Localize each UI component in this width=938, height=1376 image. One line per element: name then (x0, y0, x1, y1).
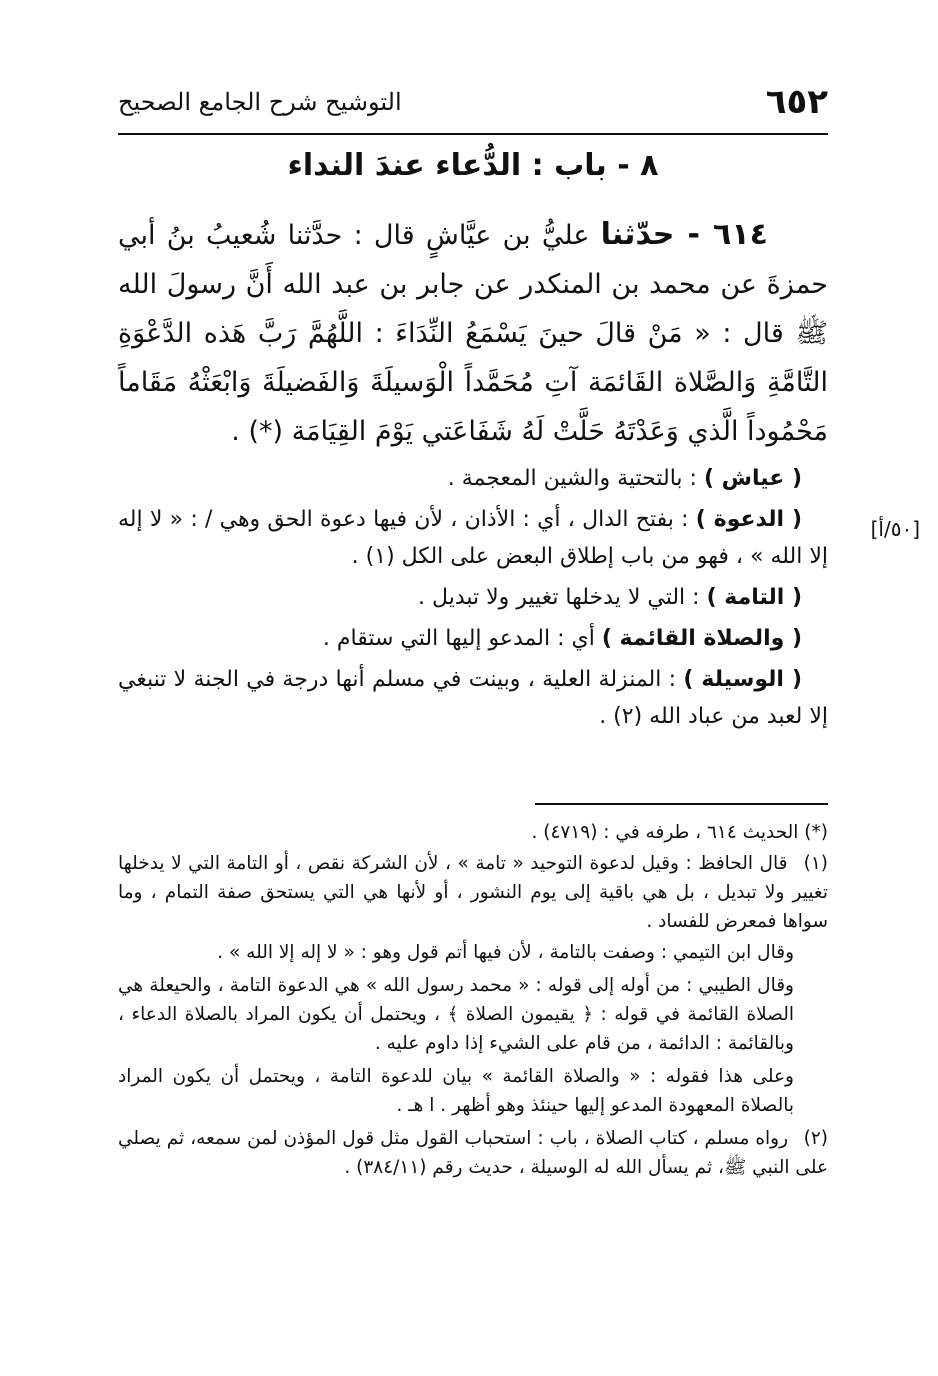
footnote-2 (118, 1124, 828, 1182)
commentary-item (118, 575, 828, 616)
header-rule (118, 133, 828, 135)
hadith-paragraph (118, 210, 828, 456)
footnotes (118, 818, 828, 1184)
running-title: التوشيح شرح الجامع الصحيح (118, 88, 402, 116)
commentary-text: : بفتح الدال ، أي : الأذان ، لأن فيها دعوة الحق وهي / : « لا إله إلا الله » ، فهو من باب إطلاق البعض على الكل (١) . (118, 507, 828, 569)
footnote-separator (535, 803, 828, 805)
footnote-label: (١) (803, 853, 828, 874)
manuscript-folio-ref: [٥٠/أ] (870, 517, 920, 541)
footnote-text: رواه مسلم ، كتاب الصلاة ، باب : استحباب القول مثل قول المؤذن لمن سمعه، ثم يصلي على النبي ﷺ، ثم يسأل الله له الوسيلة ، حديث رقم (٣٨٤/١١) . (118, 1128, 828, 1178)
commentary-text: : بالتحتية والشين المعجمة . (447, 466, 704, 491)
commentary-text: : المنزلة العلية ، وبينت في مسلم أنها درجة في الجنة لا تنبغي إلا لعبد من عباد الله (٢) . (118, 667, 828, 729)
footnote-1-paragraph: وعلى هذا فقوله : « والصلاة القائمة » بيان للدعوة التامة ، ويحتمل أن يكون المراد بالصلاة المعهودة المدعو إليها حينئذ وهو أظهر . ا هـ . (118, 1066, 794, 1116)
commentary-text: أي : المدعو إليها التي ستقام . (322, 626, 602, 651)
commentary-text: : التي لا يدخلها تغيير ولا تبديل . (418, 585, 707, 610)
commentary-term: ( الدعوة ) (695, 507, 802, 532)
hadith-number: ٦١٤ - حدّثنا (600, 217, 768, 252)
chapter-title: ٨ - باب : الدُّعاء عندَ النداء (287, 148, 659, 183)
commentary-term: ( عياش ) (703, 466, 802, 491)
commentary-term: ( التامة ) (706, 585, 802, 610)
footnote-text: قال الحافظ : وقيل لدعوة التوحيد « تامة » ، لأن الشركة نقص ، أو التامة التي لا يدخلها تغيير ولا تبديل ، بل هي باقية إلى يوم النشور ، أو لأنها هي التي يستحق صفة التمام ، وما سواها فمعرض للفساد . (118, 853, 828, 932)
commentary-item (118, 616, 828, 657)
footnote-1 (118, 849, 828, 936)
footnote-label: (٢) (803, 1128, 828, 1149)
commentary-term: ( الوسيلة ) (683, 667, 802, 692)
main-text (118, 210, 828, 735)
commentary-item (118, 657, 828, 735)
page-number: ٦٥٢ (765, 82, 828, 122)
commentary-item (118, 456, 828, 497)
footnote-1-paragraph: وقال الطيبي : من أوله إلى قوله : « محمد رسول الله » هي الدعوة التامة ، والحيعلة هي الصلاة القائمة في قوله : ﴿ يقيمون الصلاة ﴾ ، ويحتمل أن يكون المراد بالصلاة الدعاء ، وبالقائمة : الدائمة ، من قام على الشيء إذا داوم عليه . (118, 975, 794, 1054)
footnote-1-paragraph: وقال ابن التيمي : وصفت بالتامة ، لأن فيها أتم قول وهو : « لا إله إلا الله » . (217, 942, 794, 963)
commentary-item (118, 497, 828, 575)
hadith-text: عليُّ بن عيَّاشٍ قال : حدَّثنا شُعيبُ بنُ أبي حمزةَ عن محمد بن المنكدر عن جابر بن عبد الله أَنَّ رسولَ الله ﷺ قال : « مَنْ قالَ حينَ يَسْمَعُ النِّدَاءَ : اللَّهُمَّ رَبَّ هَذه الدَّعْوَةِ التَّامَّةِ وَالصَّلاة القَائمَة آتِ مُحَمَّداً الْوَسيلَةَ وَالفَضيلَةَ وَابْعَثْهُ مَقَاماً مَحْمُوداً الَّذي وَعَدْتَهُ حَلَّتْ لَهُ شَفَاعَتي يَوْمَ القِيَامَة (*) . (118, 220, 828, 447)
footnote-star: (*) الحديث ٦١٤ ، طرفه في : (٤٧١٩) . (531, 822, 828, 843)
page-header (118, 78, 828, 130)
commentary-term: ( والصلاة القائمة ) (601, 626, 802, 651)
